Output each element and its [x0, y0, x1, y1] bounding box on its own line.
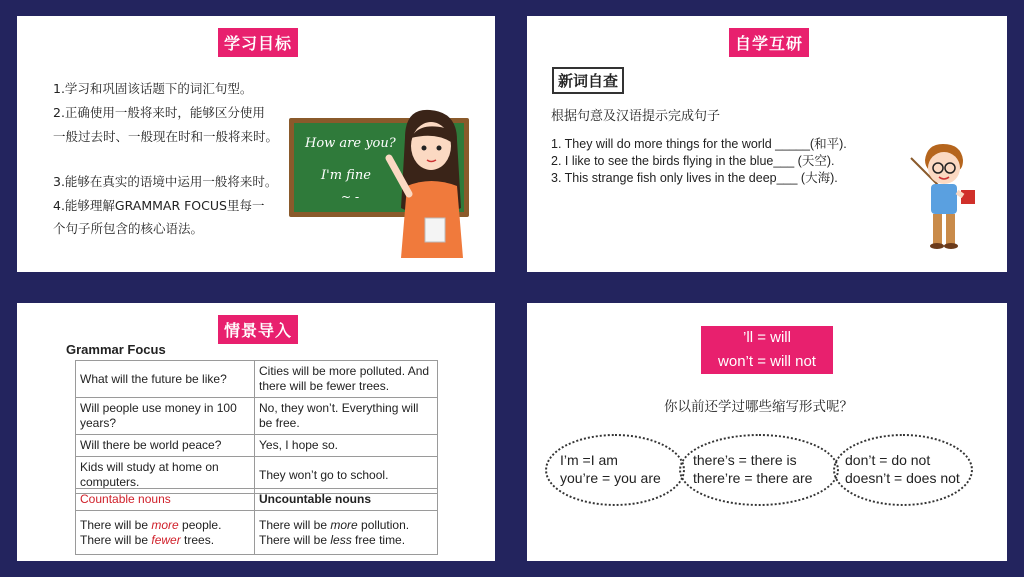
countable-examples: There will be more people. There will be fewer trees. — [76, 511, 255, 555]
goal-line: 一般过去时、一般现在时和一般将来时。 — [53, 129, 279, 144]
slide-learning-goals — [17, 16, 495, 272]
contraction-item: there’re = there are — [693, 470, 813, 486]
teacher-illustration-icon — [385, 108, 475, 258]
goal-line: 1.学习和巩固该话题下的词汇句型。 — [53, 81, 253, 96]
table-row — [76, 511, 438, 555]
table-row — [76, 398, 438, 435]
uncountable-examples: There will be more pollution. There will be less free time. — [255, 511, 438, 555]
answer-cell: No, they won’t. Everything will be free. — [255, 398, 438, 435]
exercise-sentence: 2. I like to see the birds flying in the blue___ (天空). — [551, 154, 835, 168]
section-tag: 自学互研 — [729, 28, 809, 57]
slide-grammar-focus — [17, 303, 495, 561]
section-tag: 情景导入 — [218, 315, 298, 344]
slide-self-study — [527, 16, 1007, 272]
answer-cell: They won’t go to school. — [255, 457, 438, 494]
contraction-line: won’t = will not — [718, 353, 816, 370]
question-cell: Kids will study at home on computers. — [76, 457, 255, 494]
answer-cell: Cities will be more polluted. And there will be fewer trees. — [255, 361, 438, 398]
grammar-focus-heading: Grammar Focus — [66, 342, 166, 357]
contraction-item: I’m =I am — [560, 452, 618, 468]
exercise-sentence: 3. This strange fish only lives in the deep___ (大海). — [551, 171, 838, 185]
section-tag: 学习目标 — [218, 28, 298, 57]
board-text: ~ - — [341, 190, 360, 204]
slide-contractions — [527, 303, 1007, 561]
contraction-box — [701, 326, 833, 374]
contraction-item: doesn’t = does not — [845, 470, 960, 486]
contraction-item: you’re = you are — [560, 470, 661, 486]
table-row — [76, 435, 438, 457]
nouns-table — [75, 488, 438, 555]
board-text: How are you? — [305, 136, 396, 151]
answer-cell: Yes, I hope so. — [255, 435, 438, 457]
goal-line: 3.能够在真实的语境中运用一般将来时。 — [53, 174, 278, 189]
countable-header: Countable nouns — [76, 489, 255, 511]
question: 你以前还学过哪些缩写形式呢？ — [664, 399, 853, 415]
contraction-item: there’s = there is — [693, 452, 797, 468]
goal-line: 2.正确使用一般将来时，能够区分使用 — [53, 105, 265, 120]
subtitle-box: 新词自查 — [552, 67, 624, 94]
exercise-sentence: 1. They will do more things for the world _____(和平). — [551, 137, 847, 151]
instruction: 根据句意及汉语提示完成句子 — [551, 109, 721, 124]
contraction-item: don’t = do not — [845, 452, 931, 468]
question-cell: Will there be world peace? — [76, 435, 255, 457]
board-text: I'm fine — [321, 168, 371, 183]
contraction-line: ’ll = will — [743, 329, 791, 346]
table-row — [76, 489, 438, 511]
goal-line: 个句子所包含的核心语法。 — [53, 221, 204, 236]
question-cell: Will people use money in 100 years? — [76, 398, 255, 435]
uncountable-header: Uncountable nouns — [255, 489, 438, 511]
grammar-table — [75, 360, 438, 494]
boy-teacher-illustration-icon — [897, 136, 997, 256]
goal-line: 4.能够理解GRAMMAR FOCUS里每一 — [53, 198, 265, 213]
question-cell: What will the future be like? — [76, 361, 255, 398]
table-row — [76, 361, 438, 398]
